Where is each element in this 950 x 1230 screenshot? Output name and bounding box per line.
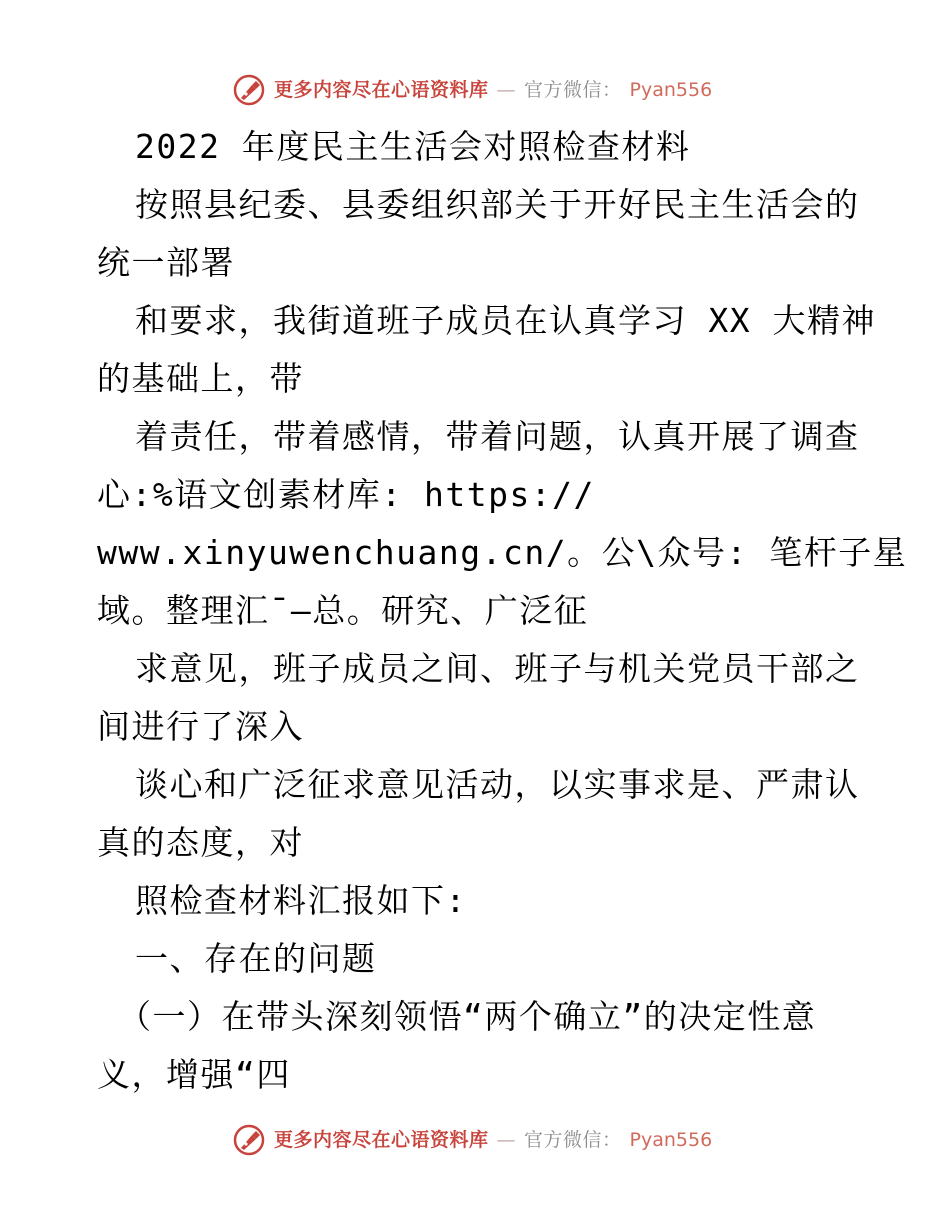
text-line: 着责任，带着感情，带着问题，认真开展了调查 bbox=[135, 417, 860, 456]
text-line: www.xinyuwenchuang.cn/。公\众号: 笔杆子星 bbox=[97, 533, 908, 572]
text-line: 按照县纪委、县委组织部关于开好民主生活会的 bbox=[135, 185, 860, 224]
text-line: 谈心和广泛征求意见活动，以实事求是、严肃认 bbox=[135, 765, 860, 804]
text-line: 的基础上，带 bbox=[97, 359, 304, 398]
banner-separator: — bbox=[496, 78, 517, 101]
banner-separator: — bbox=[496, 1128, 517, 1151]
banner-sub-text: 官方微信： bbox=[524, 78, 622, 101]
banner-sub-text: 官方微信： bbox=[524, 1128, 622, 1151]
banner-main-text: 更多内容尽在心语资料库 bbox=[274, 1128, 489, 1151]
text-line: 照检查材料汇报如下: bbox=[135, 881, 467, 920]
text-line: 求意见，班子成员之间、班子与机关党员干部之 bbox=[135, 649, 860, 688]
pen-nib-logo-icon bbox=[232, 1123, 266, 1157]
text-line: 真的态度，对 bbox=[97, 823, 304, 862]
section-heading: 一、存在的问题 bbox=[135, 939, 377, 978]
banner-main-text: 更多内容尽在心语资料库 bbox=[274, 78, 489, 101]
subsection-heading: （一）在带头深刻领悟“两个确立”的决定性意 bbox=[118, 997, 817, 1036]
banner-wechat-id: Pyan556 bbox=[629, 1129, 713, 1151]
pen-nib-logo-icon bbox=[232, 73, 266, 107]
text-line: 义，增强“四 bbox=[97, 1055, 291, 1094]
footer-watermark-banner bbox=[232, 1120, 712, 1160]
document-title: 2022 年度民主生活会对照检查材料 bbox=[135, 127, 691, 166]
text-line: 间进行了深入 bbox=[97, 707, 304, 746]
text-line: 域。整理汇¯—总。研究、广泛征 bbox=[97, 591, 589, 630]
text-line: 心:%语文创素材库: https:// bbox=[97, 475, 595, 514]
header-watermark-banner bbox=[232, 70, 712, 110]
banner-wechat-id: Pyan556 bbox=[629, 79, 713, 101]
text-line: 统一部署 bbox=[97, 243, 235, 282]
text-line: 和要求，我街道班子成员在认真学习 XX 大精神 bbox=[135, 301, 876, 340]
document-body bbox=[0, 118, 950, 1108]
